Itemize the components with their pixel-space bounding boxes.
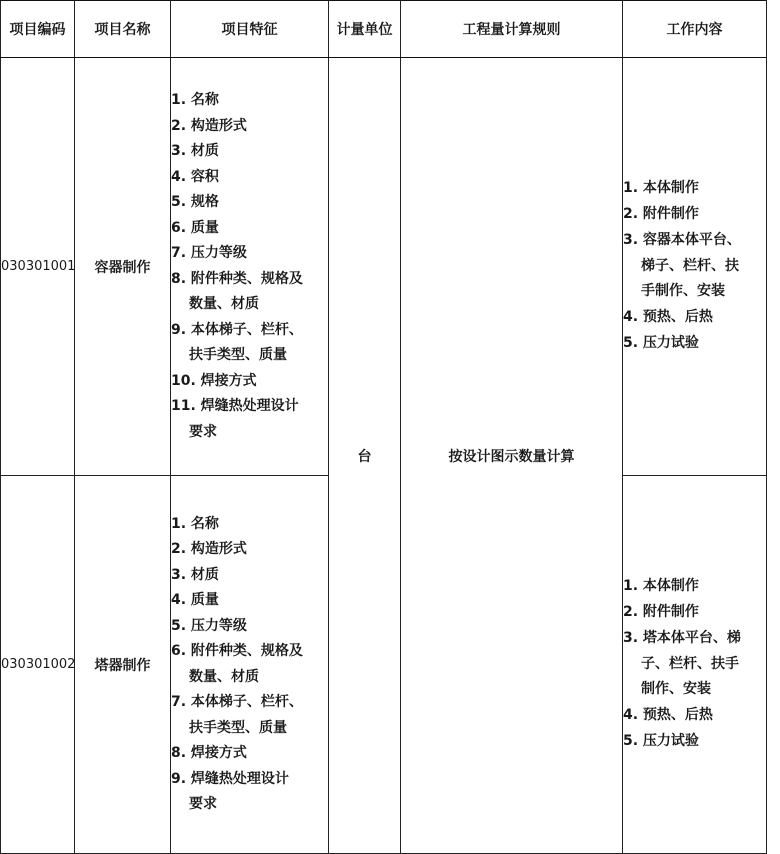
list-item-text: 7. 本体梯子、栏杆、 [171, 694, 303, 710]
list-item [171, 563, 328, 589]
list-item-text: 2. 构造形式 [171, 117, 247, 134]
list-item-text: 3. 容器本体平台、 [623, 231, 741, 248]
list-item [623, 305, 766, 331]
project-code-cell: 030301002 [1, 476, 75, 854]
list-item [171, 690, 328, 741]
list-item-text: 3. 塔本体平台、梯 [623, 629, 741, 646]
list-item-text: 5. 压力试验 [623, 732, 699, 749]
project-name-cell: 塔器制作 [75, 476, 171, 854]
list-item [171, 512, 328, 538]
list-item [171, 588, 328, 614]
list-item-text: 6. 质量 [171, 219, 219, 236]
list-item-text: 2. 附件制作 [623, 604, 699, 620]
list-item [171, 114, 328, 140]
list-item [623, 176, 766, 202]
list-item [171, 741, 328, 767]
list-item [623, 228, 766, 305]
list-item-text: 2. 构造形式 [171, 541, 247, 557]
list-item [171, 639, 328, 690]
list-item-text: 8. 附件种类、规格及 [171, 270, 303, 287]
header-row [1, 1, 767, 58]
list-item-text: 9. 焊缝热处理设计 [171, 770, 289, 787]
features-cell [171, 476, 329, 854]
work-content-cell [623, 58, 767, 476]
list-item [171, 394, 328, 445]
list-item [623, 626, 766, 703]
work-content-list [623, 176, 766, 357]
work-content-list [623, 574, 766, 755]
list-item-text: 8. 焊接方式 [171, 745, 247, 761]
list-item-continuation: 扶手类型、质量 [189, 719, 287, 736]
list-item [171, 139, 328, 165]
list-item [623, 703, 766, 729]
list-item [171, 318, 328, 369]
list-item-text: 10. 焊接方式 [171, 372, 257, 389]
header-project-code: 项目编码 [1, 1, 75, 58]
list-item [623, 331, 766, 357]
list-item-continuation: 要求 [189, 423, 217, 440]
list-item-text: 3. 材质 [171, 566, 219, 583]
table-row [1, 58, 767, 476]
list-item [171, 165, 328, 191]
list-item [171, 369, 328, 395]
list-item-text: 1. 本体制作 [623, 578, 699, 595]
list-item-continuation: 数量、材质 [189, 296, 259, 312]
list-item-continuation: 制作、安装 [641, 681, 711, 698]
list-item [623, 202, 766, 228]
unit-cell: 台 [329, 58, 401, 854]
list-item-text: 4. 预热、后热 [623, 707, 713, 724]
list-item-continuation: 子、栏杆、扶手 [641, 655, 739, 672]
list-item [171, 241, 328, 267]
list-item [171, 267, 328, 318]
features-list [171, 512, 328, 818]
list-item-text: 11. 焊缝热处理设计 [171, 398, 299, 414]
list-item [623, 574, 766, 600]
list-item-text: 6. 附件种类、规格及 [171, 643, 303, 659]
list-item-text: 5. 压力试验 [623, 334, 699, 351]
list-item-text: 7. 压力等级 [171, 245, 247, 261]
list-item-text: 4. 质量 [171, 592, 219, 608]
project-code-cell: 030301001 [1, 58, 75, 476]
list-item [171, 190, 328, 216]
list-item-text: 5. 压力等级 [171, 617, 247, 634]
list-item-text: 1. 名称 [171, 515, 219, 532]
header-unit: 计量单位 [329, 1, 401, 58]
list-item-text: 1. 本体制作 [623, 180, 699, 197]
list-item-text: 5. 规格 [171, 194, 219, 210]
list-item [623, 729, 766, 755]
list-item-text: 4. 容积 [171, 168, 219, 185]
list-item-continuation: 要求 [189, 796, 217, 812]
calc-rule-cell: 按设计图示数量计算 [401, 58, 623, 854]
features-list [171, 88, 328, 445]
header-project-name: 项目名称 [75, 1, 171, 58]
features-cell [171, 58, 329, 476]
list-item-text: 1. 名称 [171, 92, 219, 108]
list-item [171, 537, 328, 563]
work-content-cell [623, 476, 767, 854]
project-name-cell: 容器制作 [75, 58, 171, 476]
header-work-content: 工作内容 [623, 1, 767, 58]
list-item-text: 4. 预热、后热 [623, 309, 713, 326]
list-item [171, 88, 328, 114]
list-item-continuation: 手制作、安装 [641, 283, 725, 300]
list-item-text: 9. 本体梯子、栏杆、 [171, 321, 303, 338]
list-item-continuation: 扶手类型、质量 [189, 347, 287, 363]
list-item-text: 3. 材质 [171, 143, 219, 159]
list-item [171, 614, 328, 640]
list-item-continuation: 数量、材质 [189, 668, 259, 685]
header-project-features: 项目特征 [171, 1, 329, 58]
list-item-continuation: 梯子、栏杆、扶 [641, 257, 739, 274]
list-item-text: 2. 附件制作 [623, 206, 699, 222]
list-item [171, 216, 328, 242]
header-calc-rule: 工程量计算规则 [401, 1, 623, 58]
list-item [171, 767, 328, 818]
list-item [623, 600, 766, 626]
